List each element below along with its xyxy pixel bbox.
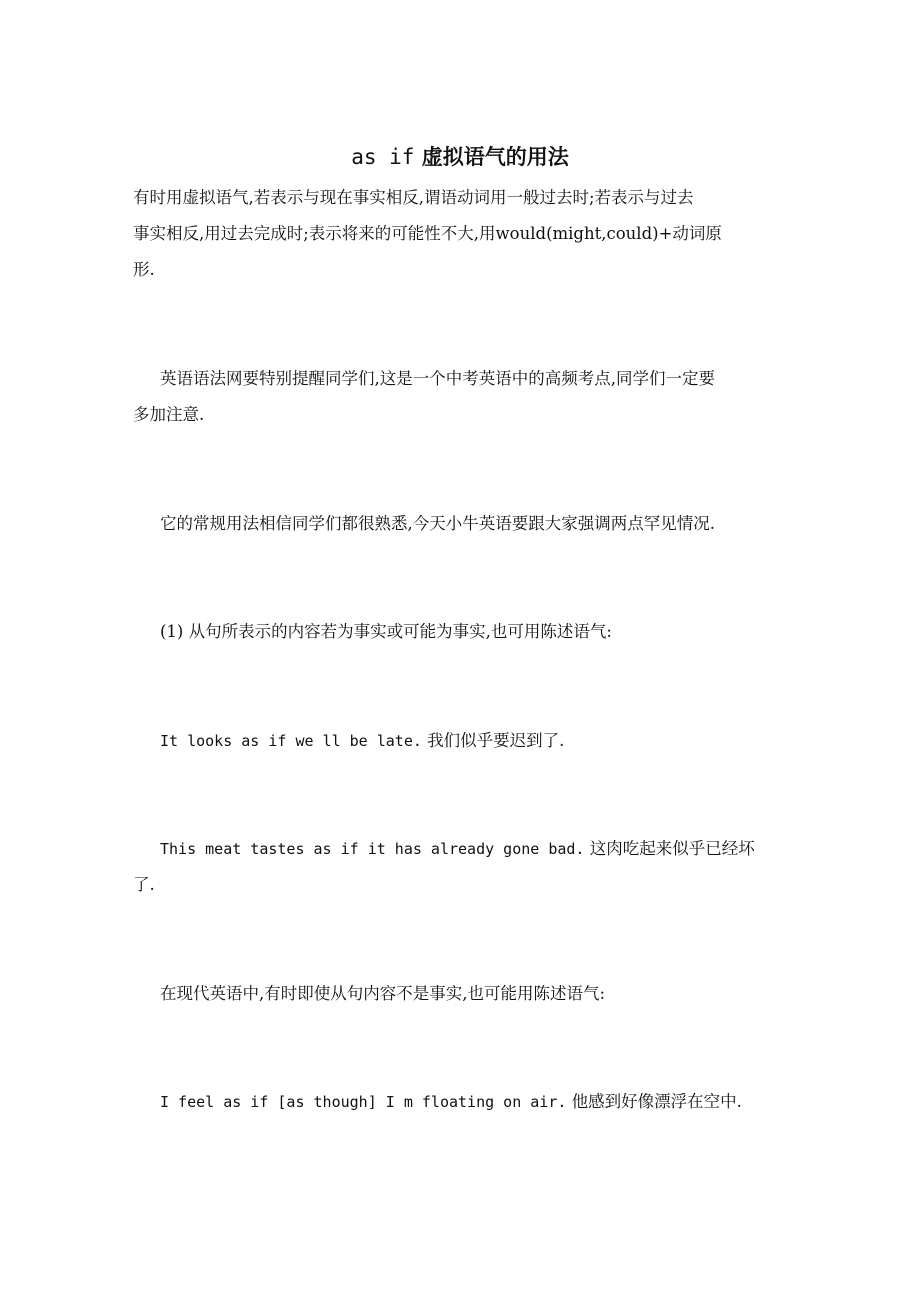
- paragraph-5-line-1: 在现代英语中,有时即使从句内容不是事实,也可能用陈述语气:: [160, 984, 606, 1003]
- example-2-line-2: 了.: [133, 875, 155, 894]
- paragraph-1-line-3: 形.: [133, 260, 155, 279]
- paragraph-2-line-1: 英语语法网要特别提醒同学们,这是一个中考英语中的高频考点,同学们一定要: [160, 369, 715, 388]
- example-1-english: It looks as if we ll be late.: [160, 732, 422, 750]
- example-2-line-1: [160, 837, 755, 861]
- title-chinese: 虚拟语气的用法: [421, 144, 569, 169]
- paragraph-1-line-2: 事实相反,用过去完成时;表示将来的可能性不大,用would(might,could)+动词原: [133, 224, 722, 243]
- paragraph-1-line-1: 有时用虚拟语气,若表示与现在事实相反,谓语动词用一般过去时;若表示与过去: [133, 188, 694, 207]
- example-3-english: I feel as if [as though] I m floating on air.: [160, 1093, 567, 1111]
- paragraph-3-line-1: 它的常规用法相信同学们都很熟悉,今天小牛英语要跟大家强调两点罕见情况.: [160, 514, 715, 533]
- paragraph-4-line-1: (1) 从句所表示的内容若为事实或可能为事实,也可用陈述语气:: [160, 622, 612, 641]
- example-1: [160, 729, 564, 753]
- example-2-chinese: 这肉吃起来似乎已经坏: [589, 839, 755, 858]
- example-3: [160, 1090, 742, 1114]
- example-3-chinese: 他感到好像漂浮在空中.: [571, 1092, 742, 1111]
- paragraph-2-line-2: 多加注意.: [133, 405, 205, 424]
- title-latin: as if: [351, 145, 415, 169]
- example-1-chinese: 我们似乎要迟到了.: [427, 731, 565, 750]
- document-title: [0, 142, 920, 172]
- example-2-english: This meat tastes as if it has already gone bad.: [160, 840, 585, 858]
